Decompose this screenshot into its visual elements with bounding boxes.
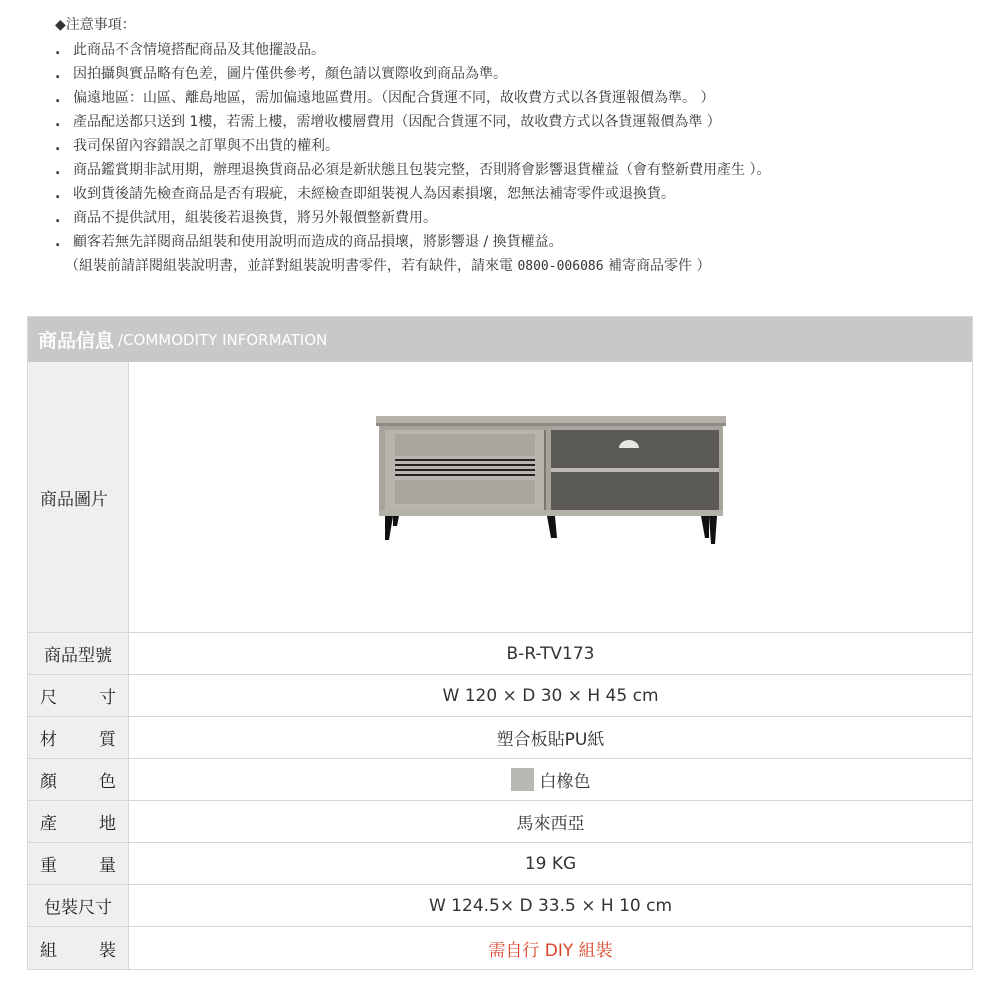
- model-value: B-R-TV173: [506, 643, 595, 664]
- spec-row-material: [28, 716, 972, 758]
- product-image-row: [28, 362, 972, 632]
- product-image-cell: [129, 362, 972, 632]
- notice-item: . 商品鑑賞期非試用期，辦理退換貨商品必須是新狀態且包裝完整，否則將會影響退貨權益（會有整新費用產生 ）。: [55, 162, 771, 178]
- notice-title: ◆注意事項：: [55, 17, 136, 33]
- package-size-label: 包裝尺寸: [28, 885, 129, 926]
- spec-row-assembly: [28, 926, 972, 969]
- notice-section: [55, 14, 990, 278]
- weight-label: 重 量: [28, 843, 129, 884]
- info-header: [28, 317, 972, 362]
- product-image: [371, 412, 731, 562]
- color-value: 白橡色: [129, 759, 972, 800]
- spec-row-model: [28, 632, 972, 674]
- notice-item: . 因拍攝與實品略有色差，圖片僅供參考，顏色請以實際收到商品為準。: [55, 66, 507, 82]
- notice-item: . 商品不提供試用，組裝後若退換貨，將另外報價整新費用。: [55, 210, 437, 226]
- notice-item: . 此商品不含情境搭配商品及其他擺設品。: [55, 42, 325, 58]
- color-swatch: [511, 768, 534, 791]
- spec-row-package-size: [28, 884, 972, 926]
- notice-footer: （組裝前請詳閱組裝說明書，並詳對組裝說明書零件，若有缺件，請來電 0800-006086 補寄商品零件 ）: [65, 258, 711, 274]
- origin-value: 馬來西亞: [516, 814, 585, 834]
- notice-item: . 顧客若無先詳閱商品組裝和使用說明而造成的商品損壞，將影響退 / 換貨權益。: [55, 234, 563, 250]
- spec-row-color: [28, 758, 972, 800]
- model-label: 商品型號: [28, 633, 129, 674]
- image-label: 商品圖片: [28, 362, 129, 632]
- notice-item: . 產品配送都只送到 1樓，若需上樓，需增收樓層費用（因配合貨運不同，故收費方式以各貨運報價為準 ）: [55, 114, 721, 130]
- notice-list: [55, 38, 990, 254]
- commodity-info-table: [27, 316, 973, 970]
- weight-value: 19 KG: [524, 853, 577, 874]
- service-phone: 0800-006086: [517, 259, 604, 274]
- color-label: 顏 色: [28, 759, 129, 800]
- package-size-value: W 124.5× D 33.5 × H 10 cm: [428, 895, 673, 916]
- assembly-value: 需自行 DIY 組裝: [488, 940, 613, 961]
- info-header-title: 商品信息: [38, 330, 115, 352]
- material-label: 材 質: [28, 717, 129, 758]
- notice-item: . 偏遠地區：山區、離島地區，需加偏遠地區費用。（因配合貨運不同，故收費方式以各貨運報價為準。 ）: [55, 90, 715, 106]
- spec-row-size: [28, 674, 972, 716]
- notice-item: . 收到貨後請先檢查商品是否有瑕疵，未經檢查即組裝視人為因素損壞，恕無法補寄零件或退換貨。: [55, 186, 675, 202]
- info-header-subtitle: /COMMODITY INFORMATION: [118, 330, 328, 349]
- origin-label: 產 地: [28, 801, 129, 842]
- notice-item: . 我司保留內容錯誤之訂單與不出貨的權利。: [55, 138, 339, 154]
- material-value: 塑合板貼PU紙: [496, 730, 605, 750]
- spec-row-origin: [28, 800, 972, 842]
- assembly-label: 組 裝: [28, 927, 129, 969]
- spec-row-weight: [28, 842, 972, 884]
- size-value: W 120 × D 30 × H 45 cm: [442, 685, 659, 706]
- size-label: 尺 寸: [28, 675, 129, 716]
